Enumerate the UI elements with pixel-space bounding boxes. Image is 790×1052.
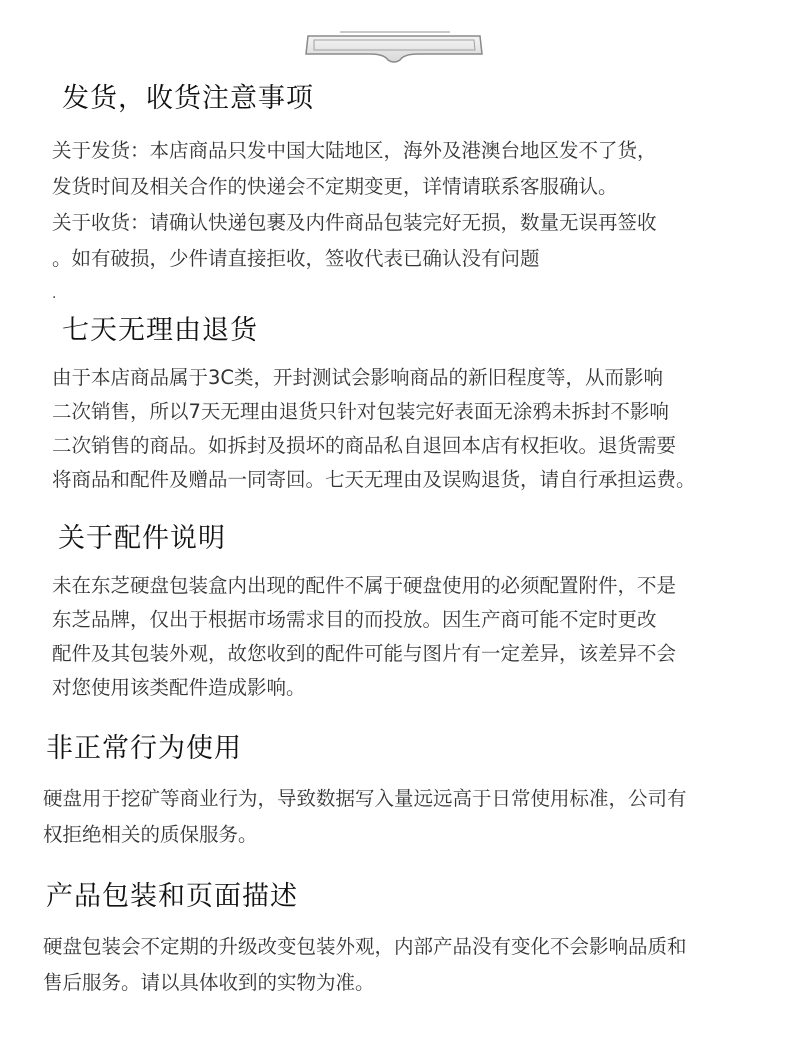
section-title-accessories: 关于配件说明 — [58, 523, 226, 554]
trailing-mark: . — [52, 286, 57, 302]
section-title-shipping: 发货，收货注意事项 — [62, 83, 314, 114]
section-title-abnormal-use: 非正常行为使用 — [46, 733, 242, 764]
shipping-line-3: 关于收货：请确认快递包裹及内件商品包装完好无损，数量无误再签收 — [52, 211, 657, 234]
returns-line-4: 将商品和配件及赠品一同寄回。七天无理由及误购退货，请自行承担运费。 — [52, 468, 696, 491]
shipping-line-1: 关于发货：本店商品只发中国大陆地区，海外及港澳台地区发不了货， — [52, 139, 657, 162]
packaging-line-1: 硬盘包装会不定期的升级改变包装外观，内部产品没有变化不会影响品质和 — [43, 935, 687, 958]
clip-ornament-icon — [300, 26, 488, 72]
abnormal-use-line-2: 权拒绝相关的质保服务。 — [43, 823, 258, 846]
section-title-packaging: 产品包装和页面描述 — [46, 881, 298, 912]
section-title-returns: 七天无理由退货 — [62, 315, 258, 346]
shipping-line-4: 。如有破损，少件请直接拒收，签收代表已确认没有问题 — [52, 247, 540, 270]
returns-line-1: 由于本店商品属于3C类，开封测试会影响商品的新旧程度等，从而影响 — [52, 366, 664, 389]
returns-line-2: 二次销售，所以7天无理由退货只针对包装完好表面无涂鸦未拆封不影响 — [52, 400, 669, 423]
packaging-line-2: 售后服务。请以具体收到的实物为准。 — [43, 971, 375, 994]
abnormal-use-line-1: 硬盘用于挖矿等商业行为，导致数据写入量远远高于日常使用标准，公司有 — [43, 787, 687, 810]
shipping-line-2: 发货时间及相关合作的快递会不定期变更，详情请联系客服确认。 — [52, 175, 618, 198]
returns-line-3: 二次销售的商品。如拆封及损坏的商品私自退回本店有权拒收。退货需要 — [52, 434, 677, 457]
accessories-line-2: 东芝品牌，仅出于根据市场需求目的而投放。因生产商可能不定时更改 — [52, 608, 657, 631]
accessories-line-3: 配件及其包装外观，故您收到的配件可能与图片有一定差异，该差异不会 — [52, 642, 677, 665]
accessories-line-4: 对您使用该类配件造成影响。 — [52, 676, 306, 699]
accessories-line-1: 未在东芝硬盘包装盒内出现的配件不属于硬盘使用的必须配置附件，不是 — [52, 574, 677, 597]
